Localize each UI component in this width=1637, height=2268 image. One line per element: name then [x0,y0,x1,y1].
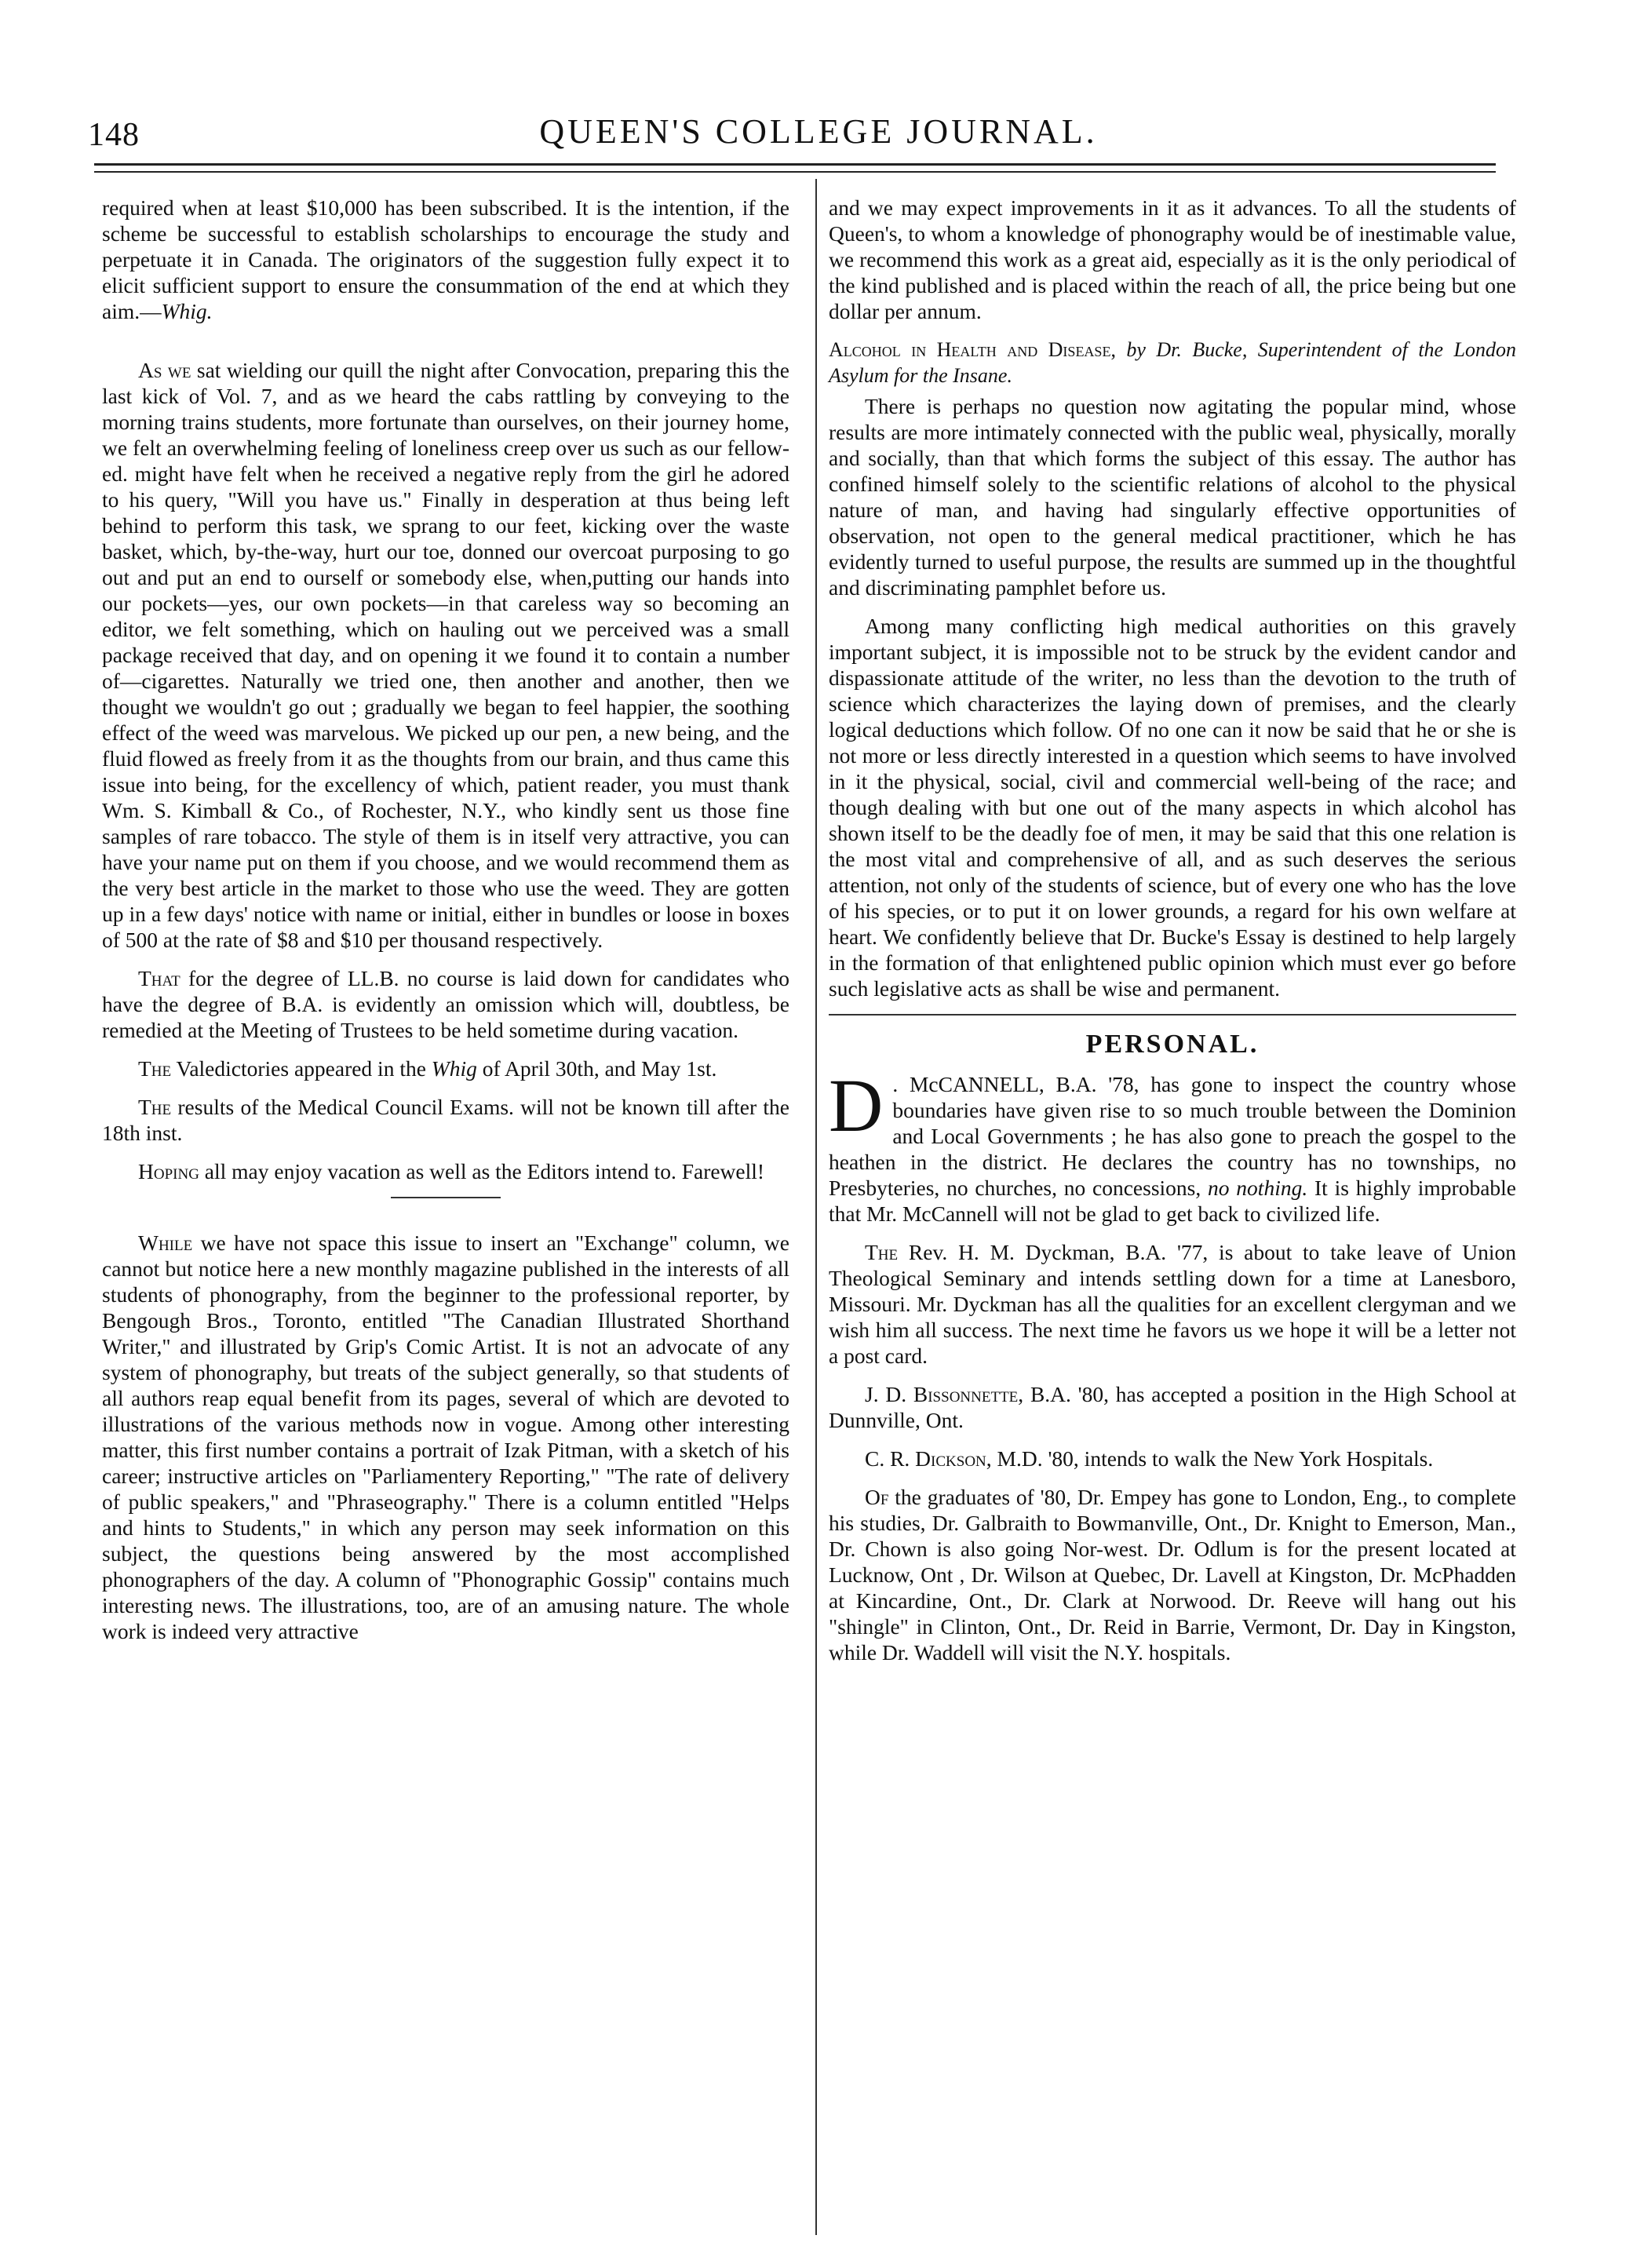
paragraph-text: required when at least $10,000 has been subscribed. It is the intention, if the scheme be successful to establish scholarships to encourage the study and perpetuate it in Canada. The originators of the suggestion fully expect it to elicit sufficient support to ensure the consummation of the end at which they aim.— [102,195,789,323]
paragraph-text: of April 30th, and May 1st. [476,1056,717,1081]
paragraph-text: results of the Medical Council Exams. will not be known till after the 18th inst. [102,1095,789,1145]
paragraph-text: sat wielding our quill the night after Convocation, preparing this the last kick of Vol. 7, and as we heard the cabs rattling by conveying to the morning trains students, more fortunate than ourselves, on their journey home, we felt an overwhelming feeling of loneliness creep over us such as our fellow-ed. might have felt when he received a negative reply from the girl he adored to his query, "Will you have us." Finally in desperation at thus being left behind to perform this task, we sprang to our feet, kicking over the waste basket, which, by-the-way, hurt our toe, donned our overcoat purposing to go out and put an end to ourself or somebody else, when,putting our hands into our pockets—yes, our own pockets—in that careless way so becoming an editor, we felt something, which on hauling out we perceived was a small package received that day, and on opening it we found it to contain a number of—cigarettes. Naturally we tried one, then another and another, then we thought we wouldn't go out ; gradually we began to feel happier, the soothing effect of the weed was marvelous. We picked up our pen, a new being, and the fluid flowed as freely from it as the thoughts from our brain, and thus came this issue into being, for the excellency of which, patient reader, you must thank Wm. S. Kimball & Co., of Rochester, N.Y., who kindly sent us those fine samples of rare tobacco. The style of them is in itself very attractive, you can have your name put on them if you choose, and we would recommend them as the very best article in the market to those who use the weed. They are gotten up in a few days' notice with name or initial, either in bundles or loose in boxes of 500 at the rate of $8 and $10 per thousand respectively. [102,358,790,952]
review-author: by Dr. Bucke, Superintendent of the London Asylum for the Insane. [829,338,1516,387]
emphasis: no nothing. [1208,1176,1308,1200]
personal-dickson [829,1446,1516,1471]
paragraph-text: It is highly improbable that Mr. McCannell will not be glad to get back to civilized life. [829,1176,1516,1226]
paragraph-text: for the degree of LL.B. no course is laid down for candidates who have the degree of B.A. is evidently an omission which will, doubtless, be remedied at the Meeting of Trustees to be held sometime during vacation. [102,966,789,1042]
section-divider [391,1197,501,1198]
paragraph-alcohol-1: There is perhaps no question now agitating the popular mind, whose results are more intimately connected with the public weal, physically, morally and socially, than that which forms the subject of this essay. The author has confined himself solely to the scientific relations of alcohol to the physical nature of man, and having had singularly effective opportunities of observation, not open to the general medical practitioner, which he has evidently turned to useful purpose, the results are summed up in the thoughtful and discriminating pamphlet before us. [829,394,1516,600]
lead-words: C. R. Dickson, [865,1446,992,1471]
paragraph-valedictories [102,1056,789,1081]
paragraph-farewell [102,1158,789,1184]
personal-mccannell [829,1063,1516,1227]
section-divider [829,1014,1516,1015]
paragraph-text: all may enjoy vacation as well as the Editors intend to. Farewell! [199,1159,765,1183]
paragraph-text: Rev. H. M. Dyckman, B.A. '77, is about to take leave of Union Theological Seminary and intends settling down for a time at Lanesboro, Missouri. Mr. Dyckman has all the qualities for an excellent clergyman and we wish him all success. The next time he favors us we hope it will be a letter not a post card. [829,1240,1516,1368]
spacer [102,337,789,357]
paragraph-cigarettes [102,357,789,953]
header-rule [94,163,1496,166]
personal-graduates [829,1484,1516,1665]
paragraph-text: the graduates of '80, Dr. Empey has gone to London, Eng., to complete his studies, Dr. Galbraith to Bowmanville, Ont., Dr. Knight to Emerson, Man., Dr. Chown is also going Nor-west. Dr. Odlum is for the present located at Lucknow, Ont , Dr. Wilson at Quebec, Dr. Lavell at Kingston, Dr. McPhadden at Kincardine, Ont., Dr. Clark at Norwood. Dr. Reeve will hang out his "shingle" in Clinton, Ont., Dr. Reid in Barrie, Vermont, Dr. Day in Kingston, while Dr. Waddell will visit the N.Y. hospitals. [829,1485,1516,1665]
lead-words: The [138,1056,172,1081]
lead-words: While [138,1231,193,1255]
review-heading [829,337,1516,388]
paragraph-text: B.A. '80, has accepted a position in the High School at Dunnville, Ont. [829,1382,1516,1432]
drop-cap: D [829,1063,884,1147]
paragraph-alcohol-2: Among many conflicting high medical authorities on this gravely important subject, it is impossible not to be struck by the evident candor and dispassionate attitude of the writer, no less than the devotion to the truth of science which characterizes the laying down of premises, and the clearly logical deductions which follow. Of no one can it now be said that he or she is not more or less directly interested in a question which seems to have involved in it the physical, social, civil and commercial well-being of the race; and though dealing with but one out of the many aspects in which alcohol has shown itself to be the deadly foe of men, it may be said that this one relation is the most vital and comprehensive of all, and as such deserves the serious attention, not only of the students of science, but of every one who has the love of his species, or to put it on lower grounds, a regard for his own welfare at heart. We confidently believe that Dr. Bucke's Essay is destined to help largely in the formation of that enlightened public opinion which must ever go before such legislative acts as shall be wise and permanent. [829,614,1516,1001]
paragraph-phonography-cont: and we may expect improvements in it as it advances. To all the students of Queen's, to whom a knowledge of phonography would be of inestimable value, we recommend this work as a great aid, especially as it is the only periodical of the kind published and is placed within the reach of all, the price being but one dollar per annum. [829,195,1516,323]
newspaper-name: Whig [431,1056,477,1081]
lead-words: The [138,1095,172,1119]
paragraph-text: M.D. '80, intends to walk the New York Hospitals. [991,1446,1434,1471]
right-column [829,195,1516,1678]
left-column [102,195,789,1657]
column-divider [815,179,817,2235]
paragraph-text: we have not space this issue to insert an "Exchange" column, we cannot but notice here a new monthly magazine published in the interests of all students of phonography, from the beginner to the professional reporter, by Bengough Bros., Toronto, entitled "The Canadian Illustrated Shorthand Writer," and illustrated by Grip's Comic Artist. It is not an advocate of any system of phonography, but treats of the subject generally, so that students of all authors reap equal benefit from its pages, several of which are devoted to illustrations of the various methods now in vogue. Among other interesting matter, this first number contains a portrait of Izak Pitman, with a sketch of his career; instructive articles on "Parliamentery Reporting," "The rate of delivery of public speakers," and "Phraseography." There is a column entitled "Helps and hints to Students," in which any person may seek information on this subject, the questions being answered by the most accomplished phonographers of the day. A column of "Phonographic Gossip" contains much interesting news. The illustrations, too, are of an amusing nature. The whole work is indeed very attractive [102,1231,789,1643]
paragraph-text: . McCANNELL, B.A. '78, has gone to inspect the country whose boundaries have given rise to so much trouble between the Dominion and Local Governments ; he has also gone to preach the gospel to the heathen in the district. He declares the country has no townships, no Presbyteries, no churches, no concessions, [829,1072,1516,1200]
paragraph-medical-council [102,1094,789,1146]
personal-bissonnette [829,1381,1516,1433]
page-number: 148 [88,117,140,153]
lead-words: Hoping [138,1159,199,1183]
lead-words: The [865,1240,899,1264]
running-title: QUEEN'S COLLEGE JOURNAL. [539,112,1098,151]
review-title: Alcohol in Health and Disease, [829,338,1116,361]
lead-words: J. D. Bissonnette, [865,1382,1024,1406]
personal-dyckman [829,1239,1516,1369]
lead-words: That [138,966,180,990]
header-rule-thin [94,171,1496,173]
paragraph-text: Valedictories appeared in the [171,1056,432,1081]
paragraph-scholarship [102,195,789,324]
lead-words: As we [138,358,191,382]
source-citation: Whig. [161,299,213,323]
paragraph-phonography [102,1230,789,1644]
personal-heading: PERSONAL. [1085,1030,1260,1059]
paragraph-llb [102,965,789,1043]
lead-words: Of [865,1485,889,1509]
